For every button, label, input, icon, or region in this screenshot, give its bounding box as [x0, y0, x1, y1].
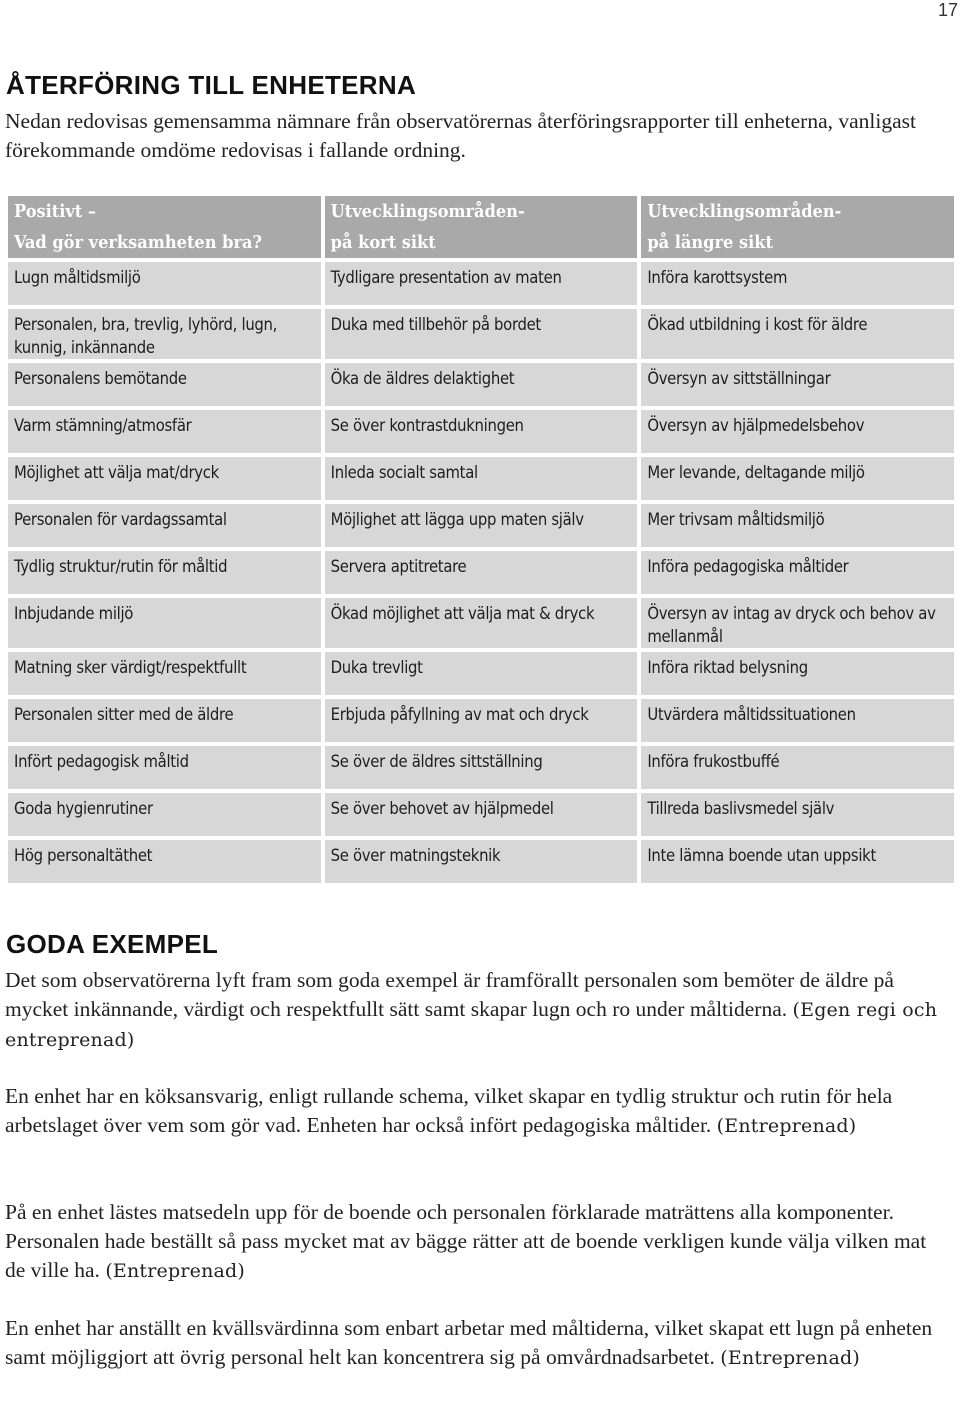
table-cell: Matning sker värdigt/respektfullt	[8, 652, 321, 695]
table-cell: Duka trevligt	[325, 652, 638, 695]
table-row	[8, 457, 954, 500]
header-line: Utvecklingsområden-	[330, 201, 525, 222]
header-line: Positivt –	[14, 201, 97, 222]
example-source-note: (Entreprenad)	[720, 1347, 860, 1369]
table-row	[8, 793, 954, 836]
table-row	[8, 840, 954, 883]
example-text: På en enhet lästes matsedeln upp för de boende och personalen förklarade maträttens alla komponenter. Personalen hade beställt så pass mycket mat av bägge rätter att de boende verkligen kunde välja vilken mat de ville ha.	[5, 1200, 927, 1282]
table-row	[8, 410, 954, 453]
table-cell: Översyn av hjälpmedelsbehov	[641, 410, 954, 453]
section-heading-aterforing: ÅTERFÖRING TILL ENHETERNA	[6, 70, 417, 100]
table-cell: Se över matningsteknik	[325, 840, 638, 883]
table-cell: Se över behovet av hjälpmedel	[325, 793, 638, 836]
header-line: Utvecklingsområden-	[647, 201, 842, 222]
table-cell: Inleda socialt samtal	[325, 457, 638, 500]
table-cell: Inbjudande miljö	[8, 598, 321, 648]
table-row	[8, 551, 954, 594]
table-cell: Se över de äldres sittställning	[325, 746, 638, 789]
table-row	[8, 652, 954, 695]
table-row	[8, 309, 954, 359]
table-cell: Mer levande, deltagande miljö	[641, 457, 954, 500]
table-cell: Personalen sitter med de äldre	[8, 699, 321, 742]
table-cell: Servera aptitretare	[325, 551, 638, 594]
example-paragraph	[5, 1198, 940, 1286]
table-cell: Möjlighet att lägga upp maten själv	[325, 504, 638, 547]
table-header-row	[8, 196, 954, 258]
table-cell: Mer trivsam måltidsmiljö	[641, 504, 954, 547]
table-cell: Införa frukostbuffé	[641, 746, 954, 789]
header-long-term	[641, 196, 954, 258]
example-text: En enhet har en köksansvarig, enligt rullande schema, vilket skapar en tydlig struktur och rutin för hela arbetslaget över vem som gör vad. Enheten har också infört pedagogiska måltider.	[5, 1084, 893, 1137]
table-row	[8, 699, 954, 742]
table-cell: Personalens bemötande	[8, 363, 321, 406]
table-cell: Ökad möjlighet att välja mat & dryck	[325, 598, 638, 648]
table-row	[8, 504, 954, 547]
feedback-table	[6, 194, 960, 868]
table-cell: Möjlighet att välja mat/dryck	[8, 457, 321, 500]
table-cell: Tillreda baslivsmedel själv	[641, 793, 954, 836]
table-cell: Översyn av intag av dryck och behov av mellanmål	[641, 598, 954, 648]
example-text: Det som observatörerna lyft fram som goda exempel är framförallt personalen som bemöter de äldre på mycket inkännande, värdigt och respektfullt sätt samt skapar lugn och ro under måltiderna.	[5, 968, 894, 1021]
table-row	[8, 598, 954, 648]
table-cell: Införa pedagogiska måltider	[641, 551, 954, 594]
table-row	[8, 363, 954, 406]
table-cell: Varm stämning/atmosfär	[8, 410, 321, 453]
table-cell: Ökad utbildning i kost för äldre	[641, 309, 954, 359]
example-paragraph	[5, 1082, 940, 1141]
page-number: 17	[937, 0, 958, 20]
intro-paragraph: Nedan redovisas gemensamma nämnare från observatörernas återföringsrapporter till enheterna, vanligast förekommande omdöme redovisas i fallande ordning.	[5, 109, 916, 162]
table-cell: Hög personaltäthet	[8, 840, 321, 883]
table-body	[8, 262, 954, 883]
table-cell: Erbjuda påfyllning av mat och dryck	[325, 699, 638, 742]
example-text: En enhet har anställt en kvällsvärdinna som enbart arbetar med måltiderna, vilket skapat ett lugn på enheten samt möjliggjort att övrig personal helt kan koncentrera sig på omvårdnadsarbetet.	[5, 1316, 933, 1369]
example-paragraph	[5, 1314, 940, 1373]
table-cell: Se över kontrastdukningen	[325, 410, 638, 453]
header-positive	[8, 196, 321, 258]
table-cell: Tydlig struktur/rutin för måltid	[8, 551, 321, 594]
example-source-note: (Entreprenad)	[716, 1115, 857, 1137]
table-cell: Goda hygienrutiner	[8, 793, 321, 836]
header-short-term	[325, 196, 638, 258]
header-line: på längre sikt	[647, 232, 773, 253]
table-cell: Infört pedagogisk måltid	[8, 746, 321, 789]
header-line: Vad gör verksamheten bra?	[14, 232, 262, 253]
header-line: på kort sikt	[330, 232, 436, 253]
example-source-note: (Entreprenad)	[105, 1260, 246, 1282]
example-paragraph	[5, 966, 940, 1055]
table-row	[8, 262, 954, 305]
table-cell: Duka med tillbehör på bordet	[325, 309, 638, 359]
table-row	[8, 746, 954, 789]
example-source-note: (Egen regi och entreprenad)	[5, 999, 938, 1051]
table-cell: Införa karottsystem	[641, 262, 954, 305]
table-cell: Personalen, bra, trevlig, lyhörd, lugn, kunnig, inkännande	[8, 309, 321, 359]
table-cell: Utvärdera måltidssituationen	[641, 699, 954, 742]
feedback-grid	[4, 192, 958, 887]
table-cell: Öka de äldres delaktighet	[325, 363, 638, 406]
table-cell: Tydligare presentation av maten	[325, 262, 638, 305]
table-cell: Införa riktad belysning	[641, 652, 954, 695]
table-cell: Personalen för vardagssamtal	[8, 504, 321, 547]
table-cell: Inte lämna boende utan uppsikt	[641, 840, 954, 883]
table-cell: Lugn måltidsmiljö	[8, 262, 321, 305]
table-cell: Översyn av sittställningar	[641, 363, 954, 406]
section-heading-goda-exempel: GODA EXEMPEL	[6, 929, 219, 959]
